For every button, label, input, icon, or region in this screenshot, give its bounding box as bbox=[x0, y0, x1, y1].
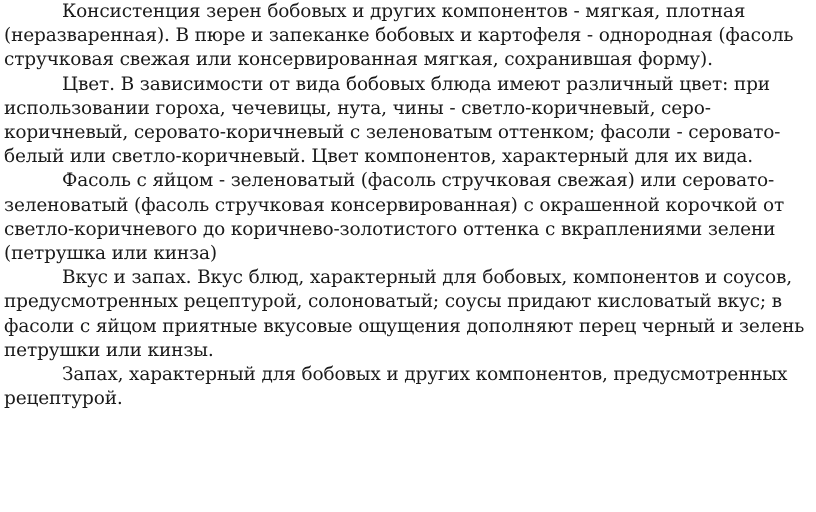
paragraph-consistency: Консистенция зерен бобовых и других компонентов - мягкая, плотная (неразваренная). В пюре и запеканке бобовых и картофеля - однородная (фасоль стручковая свежая или консервированная мягкая, сохранившая форму). bbox=[4, 1, 794, 71]
paragraph-color: Цвет. В зависимости от вида бобовых блюда имеют различный цвет: при использовании гороха, чечевицы, нута, чины - светло-коричневый, серо-коричневый, серовато-коричневый с зеленоватым оттенком; фасоли - серовато-белый или светло-коричневый. Цвет компонентов, характерный для их вида. bbox=[4, 73, 781, 168]
paragraph-beans-with-egg: Фасоль с яйцом - зеленоватый (фасоль стручковая свежая) или серовато-зеленоватый (фасоль стручковая консервированная) с окрашенной корочкой от светло-коричневого до коричнево-золотистого оттенка с вкраплениями зелени (петрушка или кинза) bbox=[4, 170, 785, 265]
paragraph-smell: Запах, характерный для бобовых и других компонентов, предусмотренных рецептурой. bbox=[4, 364, 788, 410]
paragraph-taste-and-smell: Вкус и запах. Вкус блюд, характерный для бобовых, компонентов и соусов, предусмотренных рецептурой, солоноватый; соусы придают кисловатый вкус; в фасоли с яйцом приятные вкусовые ощущения дополняют перец черный и зелень петрушки или кинзы. bbox=[4, 267, 805, 361]
